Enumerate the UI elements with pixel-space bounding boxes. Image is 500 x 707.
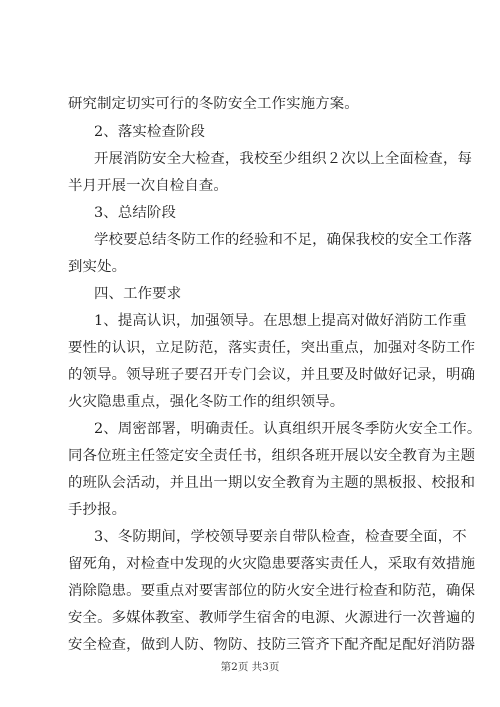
text-line-7: 到实处。 bbox=[68, 259, 127, 275]
text-line-14: 同各位班主任签定安全责任书，组织各班开展以安全教育为主题 bbox=[68, 448, 476, 464]
text-line-20: 安全。多媒体教室、教师学生宿舍的电源、火源进行一次普遍的 bbox=[68, 610, 476, 626]
text-line-10: 要性的认识，立足防范，落实责任，突出重点，加强对冬防工作 bbox=[68, 340, 476, 356]
text-line-16: 手抄报。 bbox=[68, 502, 127, 518]
text-line-9: 1、提高认识，加强领导。在思想上提高对做好消防工作重 bbox=[94, 313, 467, 329]
text-line-15: 的班队会活动，并且出一期以安全教育为主题的黑板报、校报和 bbox=[68, 475, 476, 491]
text-line-13: 2、周密部署，明确责任。认真组织开展冬季防火安全工作。 bbox=[94, 421, 482, 437]
text-line-19: 消除隐患。要重点对要害部位的防火安全进行检查和防范，确保 bbox=[68, 583, 476, 599]
text-line-3: 开展消防安全大检查，我校至少组织２次以上全面检查，每 bbox=[94, 151, 473, 167]
text-line-21: 安全检查，做到人防、物防、技防三管齐下配齐配足配好消防器 bbox=[68, 637, 476, 653]
text-line-6: 学校要总结冬防工作的经验和不足，确保我校的安全工作落 bbox=[94, 232, 473, 248]
page-number-footer: 第2页 共3页 bbox=[220, 661, 280, 673]
section-heading-inspection: 2、落实检查阶段 bbox=[94, 124, 206, 140]
text-line-11: 的领导。领导班子要召开专门会议，并且要及时做好记录，明确 bbox=[68, 367, 476, 383]
text-line-17: 3、冬防期间，学校领导要亲自带队检查，检查要全面，不 bbox=[94, 529, 467, 545]
section-heading-summary: 3、总结阶段 bbox=[94, 205, 177, 221]
text-line-12: 火灾隐患重点，强化冬防工作的组织领导。 bbox=[68, 394, 345, 410]
text-line-1: 研究制定切实可行的冬防安全工作实施方案。 bbox=[68, 96, 359, 112]
section-heading-requirements: 四、工作要求 bbox=[94, 286, 182, 302]
text-line-18: 留死角，对检查中发现的火灾隐患要落实责任人，采取有效措施 bbox=[68, 556, 476, 572]
text-line-4: 半月开展一次自检自查。 bbox=[68, 178, 228, 194]
